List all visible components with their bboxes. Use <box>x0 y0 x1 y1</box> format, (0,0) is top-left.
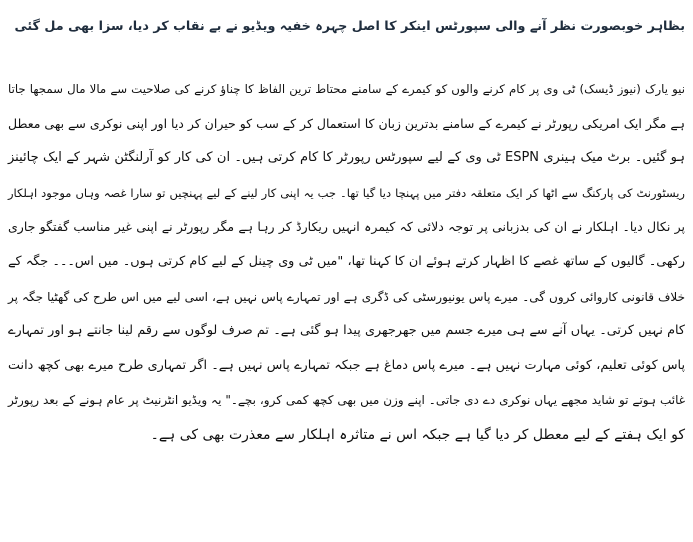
body-line-6: رکھی۔ گالیوں کے ساتھ غصے کا اظہار کرتے ہوئے ان کا کہنا تھا، "میں ٹی وی چینل کے لیے کام کرتی ہوں۔ میں اس۔۔۔ جگہ کے <box>8 253 685 269</box>
body-line-8: کام نہیں کرتی۔ یہاں آنے سے ہی میرے جسم میں جھرجھری پیدا ہو گئی ہے۔ تم صرف لوگوں سے رقم لینا جانتے ہو اور تمہارے <box>8 323 685 339</box>
body-line-5: پر نکال دیا۔ اہلکار نے ان کی بدزبانی پر توجہ دلائی کہ کیمرہ انہیں ریکارڈ کر رہا ہے مگر رپورٹر نے اپنی غیر مناسب گفتگو جاری <box>8 219 685 235</box>
body-line-3: ہو گئیں۔ برٹ میک ہینری ESPN ٹی وی کے لیے سپورٹس رپورٹر کا کام کرتی ہیں۔ ان کی کار کو آرلنگٹن شہر کے ایک چائینز <box>8 150 685 166</box>
article-headline: بظاہر خوبصورت نظر آنے والی سپورٹس اینکر کا اصل چہرہ خفیہ ویڈیو نے بے نقاب کر دیا، سزا بھی مل گئی <box>14 19 685 34</box>
body-line-4: ریسٹورنٹ کی پارکنگ سے اٹھا کر ایک متعلقہ دفتر میں پہنچا دیا گیا تھا۔ جب یہ اپنی کار لینے کے لیے پہنچیں تو سارا غصہ وہاں موجود اہلکار <box>8 185 685 200</box>
body-line-9: پاس کوئی تعلیم، کوئی مہارت نہیں ہے۔ میرے پاس دماغ ہے جبکہ تمہارے پاس نہیں ہے۔ اگر تمہاری طرح میرے بھی کچھ دانت <box>8 357 685 373</box>
body-line-1: نیو یارک (نیوز ڈیسک) ٹی وی پر کام کرنے والوں کو کیمرے کے سامنے محتاط ترین الفاظ کا چناؤ کرنے کی صلاحیت سے مالا مال سمجھا جاتا <box>8 82 685 96</box>
body-line-7: خلاف قانونی کاروائی کروں گی۔ میرے پاس یونیورسٹی کی ڈگری ہے اور تمہارے پاس نہیں ہے، اسی لیے میں اس طرح کی گھٹیا جگہ پر <box>8 289 685 304</box>
body-line-10: غائب ہوتے تو شاید مجھے یہاں نوکری دے دی جاتی۔ اپنے وزن میں بھی کچھ کمی کرو، بچے۔" یہ ویڈیو انٹرنیٹ پر عام ہونے کے بعد رپورٹر <box>8 393 685 408</box>
news-article <box>8 0 685 453</box>
body-line-2: ہے مگر ایک امریکی رپورٹر نے کیمرے کے سامنے بدترین زبان کا استعمال کر کے سب کو حیران کر دیا اور اپنی نوکری سے بھی معطل <box>8 115 685 131</box>
body-line-11: کو ایک ہفتے کے لیے معطل کر دیا گیا ہے جبکہ اس نے متاثرہ اہلکار سے معذرت بھی کی ہے۔ <box>150 426 685 443</box>
article-body <box>8 46 685 453</box>
